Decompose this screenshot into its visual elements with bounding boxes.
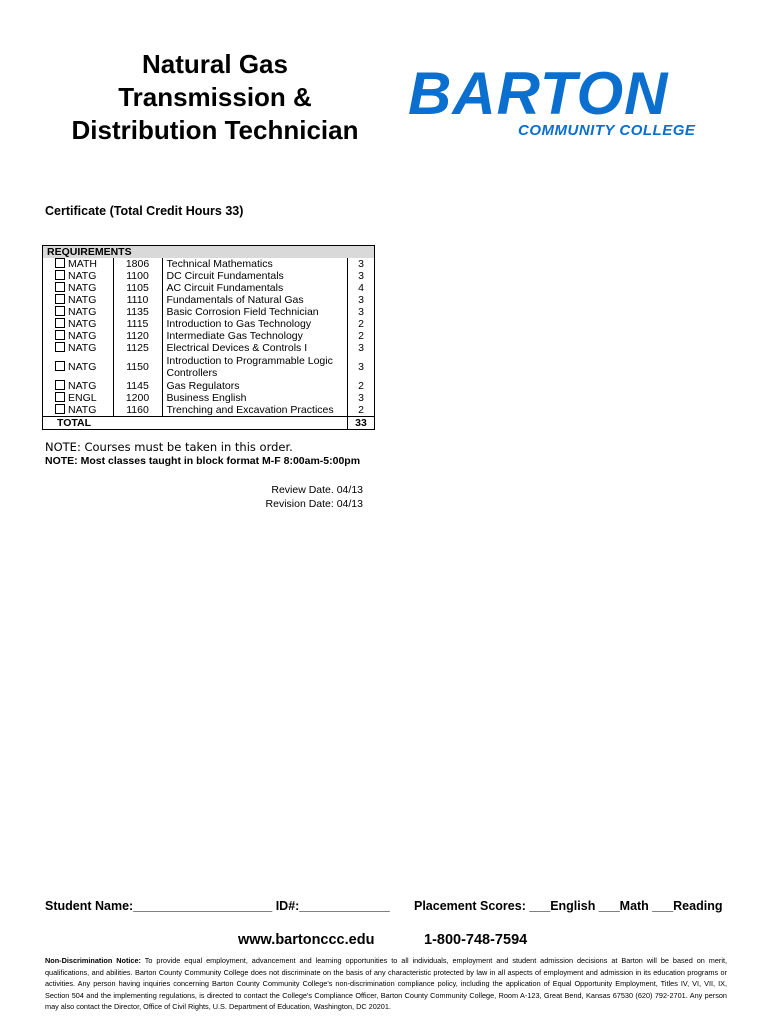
course-code: 1806 [113,258,162,270]
subject-label: NATG [68,330,97,342]
placement-scores-line: Placement Scores: ___English ___Math ___Reading [414,899,723,913]
course-code: 1120 [113,330,162,342]
subject-label: NATG [68,404,97,416]
course-row [43,404,375,417]
course-row [43,282,375,294]
course-hours: 3 [348,392,375,404]
dates-block [200,483,363,511]
checkbox-icon [55,258,65,268]
course-title: Fundamentals of Natural Gas [166,294,304,306]
course-code: 1100 [113,270,162,282]
order-note: NOTE: Courses must be taken in this order. [45,440,293,454]
subject-label: NATG [68,306,97,318]
course-title: Trenching and Excavation Practices [166,404,334,416]
course-hours: 2 [348,380,375,392]
course-subject [43,354,114,380]
course-subject [43,380,114,392]
requirements-header-row [43,246,375,259]
course-title: Technical Mathematics [166,258,273,270]
barton-logo [408,60,728,140]
course-code: 1135 [113,306,162,318]
revision-date: Revision Date: 04/13 [265,498,363,510]
logo-wordmark: BARTON [408,60,669,127]
course-code: 1145 [113,380,162,392]
course-title: Gas Regulators [166,380,240,392]
title-line-1: Natural Gas [142,49,288,79]
course-title: AC Circuit Fundamentals [166,282,284,294]
course-code: 1115 [113,318,162,330]
checkbox-icon [55,270,65,280]
course-title: Basic Corrosion Field Technician [166,306,319,318]
subject-label: NATG [68,282,97,294]
subject-label: NATG [68,361,97,373]
requirements-header: REQUIREMENTS [43,246,375,259]
checkbox-icon [55,380,65,390]
logo-subtitle: COMMUNITY COLLEGE [518,122,696,139]
course-subject [43,318,114,330]
course-hours: 3 [348,270,375,282]
course-title: Intermediate Gas Technology [166,330,303,342]
phone-number: 1-800-748-7594 [424,932,528,948]
subject-label: ENGL [68,392,97,404]
title-line-3: Distribution Technician [71,115,359,145]
course-subject [43,282,114,294]
course-hours: 3 [348,306,375,318]
course-subject [43,404,114,417]
checkbox-icon [55,404,65,414]
course-code: 1105 [113,282,162,294]
website: www.bartonccc.edu [238,932,375,948]
course-row [43,380,375,392]
subject-label: NATG [68,270,97,282]
course-title: Business English [166,392,247,404]
course-hours: 3 [348,354,375,380]
course-row [43,354,375,380]
subject-label: NATG [68,342,97,354]
course-title: DC Circuit Fundamentals [166,270,284,282]
checkbox-icon [55,318,65,328]
course-hours: 3 [348,258,375,270]
subject-label: NATG [68,380,97,392]
checkbox-icon [55,306,65,316]
certificate-heading: Certificate (Total Credit Hours 33) [45,204,244,218]
subject-label: MATH [68,258,97,270]
review-date: Review Date. 04/13 [271,484,363,496]
checkbox-icon [55,330,65,340]
course-row [43,330,375,342]
checkbox-icon [55,342,65,352]
total-hours: 33 [348,417,375,430]
checkbox-icon [55,282,65,292]
page-title [40,48,390,147]
course-row [43,318,375,330]
course-code: 1110 [113,294,162,306]
course-hours: 4 [348,282,375,294]
course-row [43,270,375,282]
schedule-note: NOTE: Most classes taught in block format M-F 8:00am-5:00pm [45,455,361,467]
course-row [43,306,375,318]
student-info-line: Student Name:____________________ ID#:_____________ [45,899,390,913]
course-hours: 3 [348,294,375,306]
course-subject [43,258,114,270]
course-code: 1125 [113,342,162,354]
notice-label: Non-Discrimination Notice: [45,956,141,965]
notice-text: To provide equal employment, advancement and learning opportunities to all individuals, employment and student admission decisions at Barton will be based on merit, qualifications, and abilities. Barton County Community College does not discriminate on the basis of any characteristic protected by law in all aspects of employment and admission in its education programs or activities. Any person having inquiries concerning Barton County Community College's non-discrimination compliance policy, including the application of Equal Opportunity Employment, Titles IV, VI, VII, IX, Section 504 and the implementing regulations, is directed to contact the College's Compliance Officer, Barton County Community College, Room A-123, Great Bend, Kansas 67530 (620) 792-2701. Any person may also contact the Director, Office of Civil Rights, U.S. Department of Education, Washington, DC 20201. [45,956,727,1011]
course-code: 1200 [113,392,162,404]
course-subject [43,392,114,404]
course-code: 1160 [113,404,162,417]
course-row [43,294,375,306]
subject-label: NATG [68,318,97,330]
checkbox-icon [55,392,65,402]
course-subject [43,294,114,306]
requirements-table [42,245,375,430]
course-row [43,392,375,404]
course-hours: 2 [348,330,375,342]
non-discrimination-notice [45,955,727,1013]
total-label: TOTAL [43,417,114,430]
course-title: Introduction to Programmable Logic Controllers [166,355,333,379]
course-hours: 3 [348,342,375,354]
course-subject [43,306,114,318]
course-subject [43,270,114,282]
course-title: Introduction to Gas Technology [166,318,312,330]
subject-label: NATG [68,294,97,306]
checkbox-icon [55,361,65,371]
course-subject [43,342,114,354]
course-code: 1150 [113,354,162,380]
course-row [43,342,375,354]
course-hours: 2 [348,318,375,330]
title-line-2: Transmission & [118,82,312,112]
course-subject [43,330,114,342]
course-hours: 2 [348,404,375,417]
total-row [43,417,375,430]
course-row [43,258,375,270]
course-title: Electrical Devices & Controls I [166,342,308,354]
checkbox-icon [55,294,65,304]
